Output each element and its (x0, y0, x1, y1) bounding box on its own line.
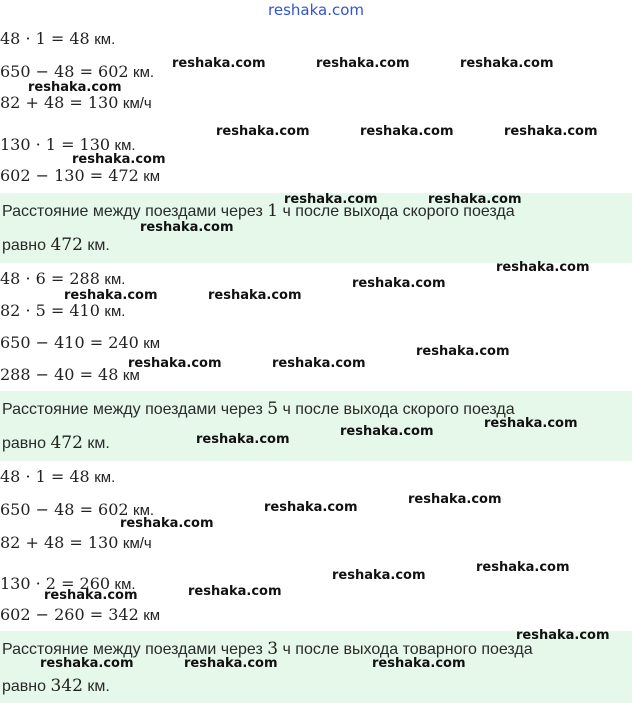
watermark: reshaka.com (408, 492, 502, 507)
watermark: reshaka.com (460, 56, 554, 71)
unit: км. (114, 137, 136, 154)
watermark: reshaka.com (272, 356, 366, 371)
equation: 130 · 2 = 260 (0, 574, 111, 593)
watermark: reshaka.com (188, 584, 282, 599)
unit: км/ч (122, 95, 152, 112)
unit: км. (104, 271, 126, 288)
watermark: reshaka.com (64, 288, 158, 303)
watermark: reshaka.com (40, 656, 134, 671)
equation: 650 − 48 = 602 (0, 62, 129, 81)
answer-text: Расстояние между поездами через 3 ч после выхода товарного поезда (2, 639, 533, 659)
watermark: reshaka.com (216, 124, 310, 139)
equation-line (0, 533, 152, 553)
equation: 602 − 130 = 472 (0, 166, 139, 185)
watermark: reshaka.com (504, 124, 598, 139)
unit: км (143, 607, 161, 624)
watermark: reshaka.com (332, 568, 426, 583)
equation: 82 · 5 = 410 (0, 301, 100, 320)
equation-line (0, 29, 115, 49)
unit: км/ч (122, 535, 152, 552)
watermark: reshaka.com (208, 288, 302, 303)
watermark: reshaka.com (476, 560, 570, 575)
watermark: reshaka.com (264, 500, 358, 515)
answer-text: Расстояние между поездами через 5 ч после выхода скорого поезда (2, 399, 515, 419)
equation: 650 − 410 = 240 (0, 333, 139, 352)
equation-line (0, 365, 140, 385)
watermark: reshaka.com (196, 432, 290, 447)
equation-line (0, 467, 115, 487)
watermark: reshaka.com (28, 80, 122, 95)
answer-text: равно 472 км. (2, 433, 110, 453)
watermark: reshaka.com (496, 260, 590, 275)
equation: 82 + 48 = 130 (0, 533, 119, 552)
equation-line (0, 605, 160, 625)
equation: 48 · 1 = 48 (0, 29, 90, 48)
equation-line (0, 62, 154, 82)
watermark: reshaka.com (140, 220, 234, 235)
watermark: reshaka.com (184, 656, 278, 671)
equation-line (0, 301, 125, 321)
equation-line (0, 269, 125, 289)
equation-line (0, 93, 152, 113)
unit: км. (104, 303, 126, 320)
answer-text: равно 472 км. (2, 235, 110, 255)
watermark: reshaka.com (340, 424, 434, 439)
unit: км. (133, 502, 155, 519)
answer-text: Расстояние между поездами через 1 ч после выхода скорого поезда (2, 201, 515, 221)
watermark: reshaka.com (128, 356, 222, 371)
equation: 130 · 1 = 130 (0, 135, 111, 154)
equation-line (0, 333, 160, 353)
equation: 48 · 6 = 288 (0, 269, 100, 288)
watermark: reshaka.com (416, 344, 510, 359)
equation-line (0, 166, 160, 186)
equation: 288 − 40 = 48 (0, 365, 119, 384)
unit: км. (94, 469, 116, 486)
watermark: reshaka.com (516, 628, 610, 643)
unit: км (143, 335, 161, 352)
watermark: reshaka.com (372, 656, 466, 671)
equation: 602 − 260 = 342 (0, 605, 139, 624)
equation: 82 + 48 = 130 (0, 93, 119, 112)
watermark: reshaka.com (428, 192, 522, 207)
unit: км. (114, 576, 136, 593)
equation: 650 − 48 = 602 (0, 500, 129, 519)
watermark: reshaka.com (360, 124, 454, 139)
answer-text: равно 342 км. (2, 676, 110, 696)
unit: км. (133, 64, 155, 81)
watermark: reshaka.com (316, 56, 410, 71)
equation: 48 · 1 = 48 (0, 467, 90, 486)
header-watermark[interactable]: reshaka.com (268, 1, 364, 19)
watermark: reshaka.com (44, 588, 138, 603)
watermark: reshaka.com (284, 192, 378, 207)
unit: км (143, 168, 161, 185)
watermark: reshaka.com (484, 416, 578, 431)
watermark: reshaka.com (352, 276, 446, 291)
unit: км. (94, 31, 116, 48)
watermark: reshaka.com (172, 56, 266, 71)
watermark: reshaka.com (120, 516, 214, 531)
watermark: reshaka.com (72, 152, 166, 167)
unit: км (122, 367, 140, 384)
